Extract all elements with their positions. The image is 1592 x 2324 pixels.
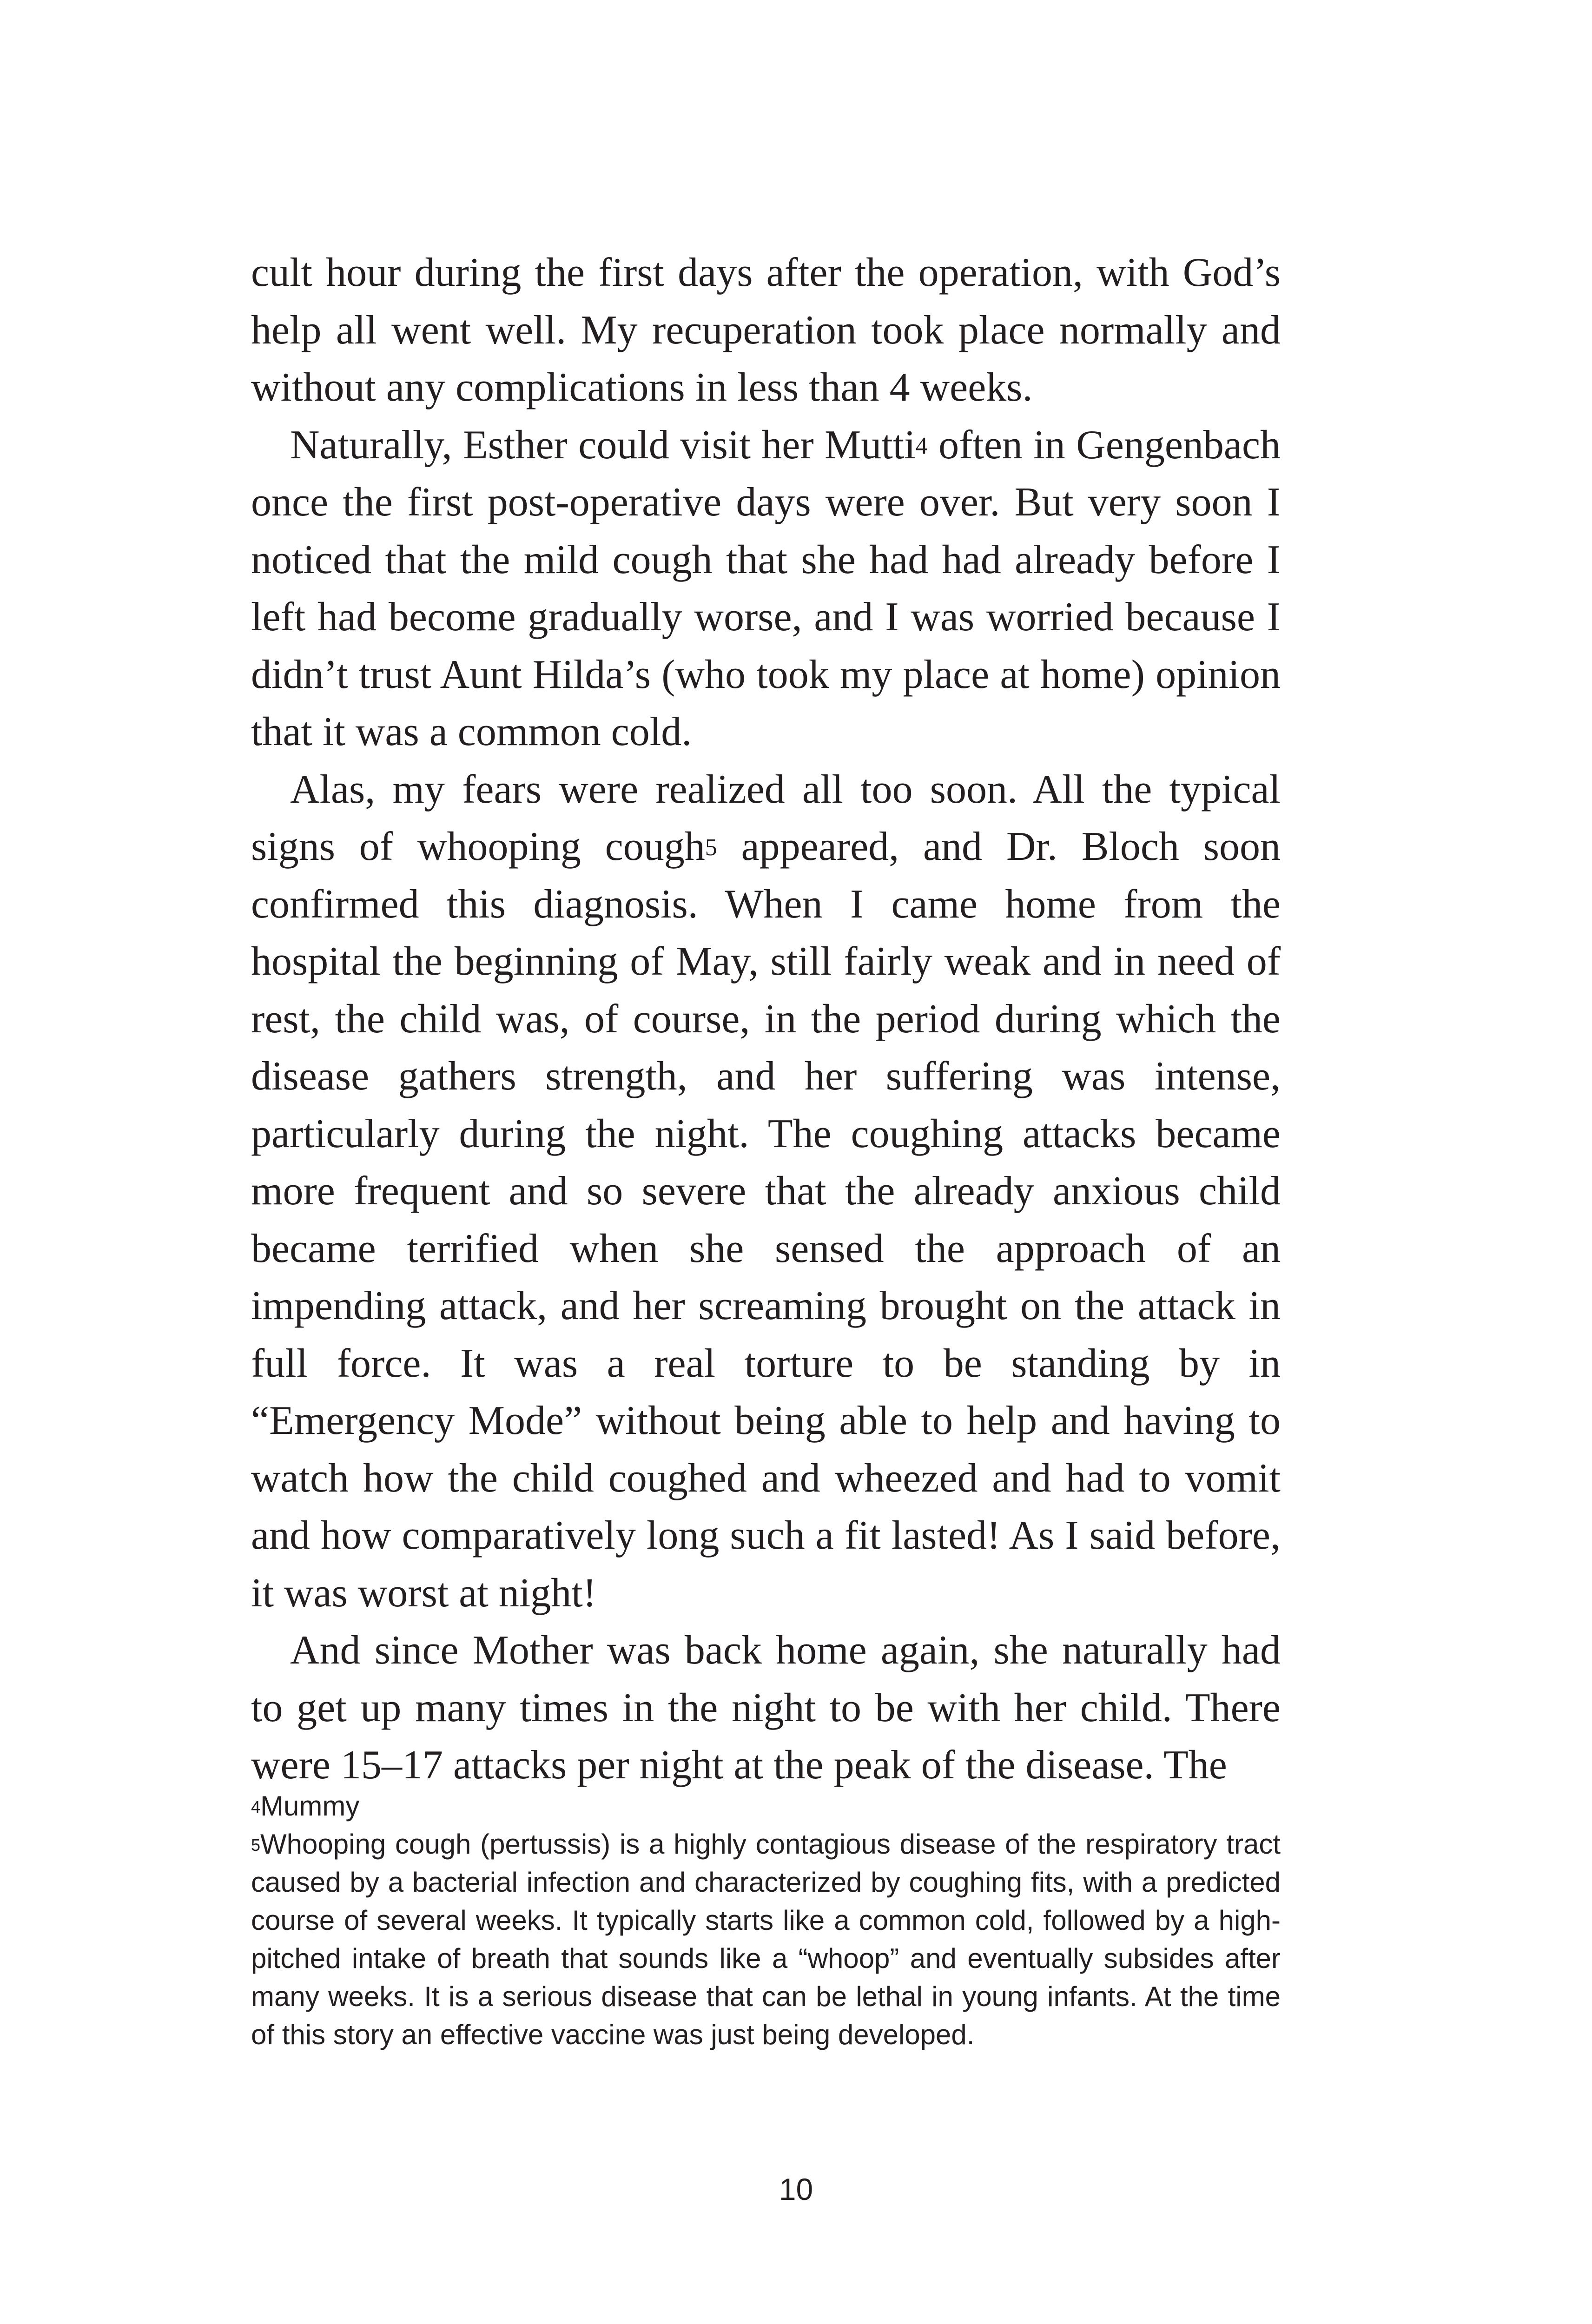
page-number: 10 — [779, 2172, 813, 2206]
footnote-number: 4 — [251, 1797, 261, 1816]
footnote-text: Whooping cough (pertussis) is a highly contagious disease of the respiratory tract caused by a bacterial infection and characterized by coughing fits, with a predicted course of several weeks. It typically starts like a common cold, followed by a high-pitched intake of breath that sounds like a “whoop” and eventually subsides after many weeks. It is a serious disease that can be lethal in young infants. At the time of this story an effective vaccine was just being developed. — [251, 1829, 1281, 2050]
paragraph-text: cult hour during the first days after the operation, with God’s help all went well. My recuperation took place normally and without any complications in less than 4 weeks. — [251, 250, 1281, 410]
footnotes — [251, 1787, 1281, 2054]
footnote-text: Mummy — [260, 1790, 360, 1822]
paragraph-text: Naturally, Esther could visit her Mutti — [290, 422, 916, 468]
paragraph-text: And since Mother was back home again, she naturally had to get up many times in the night to be with her child. There were 15–17 attacks per night at the peak of the disease. The — [251, 1628, 1281, 1788]
body-text — [251, 244, 1281, 1794]
paragraph-1 — [251, 244, 1281, 416]
paragraph-2 — [251, 416, 1281, 761]
footnote-reference-5: 5 — [705, 834, 717, 861]
paragraph-text: Alas, my fears were realized all too soon. All the typical signs of whooping cough — [251, 766, 1281, 869]
paragraph-4 — [251, 1622, 1281, 1794]
paragraph-3 — [251, 761, 1281, 1622]
paragraph-text: appeared, and Dr. Bloch soon confirmed this diagnosis. When I came home from the hospital the beginning of May, still fairly weak and in need of rest, the child was, of course, in the period during which the disease gathers strength, and her suffering was intense, particularly during the night. The coughing attacks became more frequent and so severe that the already anxious child became terrified when she sensed the approach of an impending attack, and her screaming brought on the attack in full force. It was a real torture to be standing by in “Emergency Mode” without being able to help and having to watch how the child coughed and wheezed and had to vomit and how comparatively long such a fit lasted! As I said before, it was worst at night! — [251, 824, 1281, 1616]
footnote-reference-4: 4 — [915, 432, 928, 459]
footnote-4 — [251, 1787, 1281, 1825]
footnote-number: 5 — [251, 1835, 261, 1855]
paragraph-text: often in Gengenbach once the first post-operative days were over. But very soon I noticed that the mild cough that she had had already before I left had become gradually worse, and I was worried because I didn’t trust Aunt Hilda’s (who took my place at home) opinion that it was a common cold. — [251, 422, 1281, 754]
footnote-5 — [251, 1825, 1281, 2054]
